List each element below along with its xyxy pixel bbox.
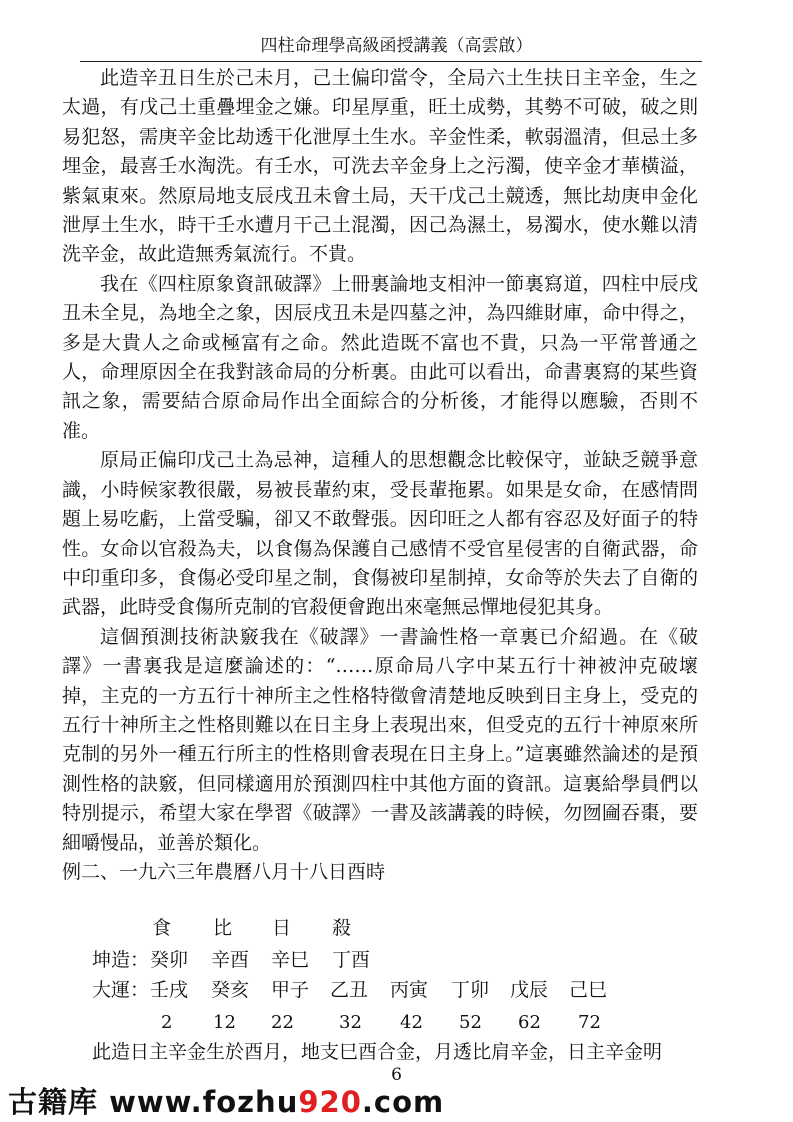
god-hour: 殺 bbox=[332, 917, 352, 939]
ages-row bbox=[0, 1011, 793, 1035]
age-7: 62 bbox=[518, 1012, 541, 1033]
age-4: 32 bbox=[339, 1012, 362, 1033]
age-1: 2 bbox=[161, 1012, 173, 1033]
dayun-5: 丙寅 bbox=[390, 979, 429, 1001]
paragraph-3: 原局正偏印戊己土為忌神，這種人的思想觀念比較保守，並缺乏競爭意識，小時候家教很嚴，易被長輩約束，受長輩拖累。如果是女命，在感情問題上易吃虧，上當受騙，卻又不敢聲張。因印旺之人都有容忍及好面子的特性。女命以官殺為夫，以食傷為保護自己感情不受官星侵害的自衛武器，命中印重印多，食傷必受印星之制，食傷被印星制掉，女命等於失去了自衛的武器，此時受食傷所克制的官殺便會跑出來毫無忌憚地侵犯其身。 bbox=[62, 449, 698, 619]
kunzao-label: 坤造： bbox=[92, 949, 150, 971]
page-header: 四柱命理學高級函授講義（高雲啟） bbox=[260, 36, 533, 56]
dayun-label: 大運： bbox=[92, 979, 150, 1001]
pillar-hour: 丁酉 bbox=[332, 949, 371, 971]
dayun-2: 癸亥 bbox=[211, 979, 250, 1001]
site-watermark bbox=[8, 1080, 444, 1121]
dayun-4: 乙丑 bbox=[330, 979, 369, 1001]
last-line bbox=[92, 1040, 702, 1066]
watermark-text-3: .com bbox=[361, 1085, 445, 1119]
dayun-row bbox=[0, 978, 793, 1002]
pillar-year: 癸卯 bbox=[150, 949, 189, 971]
pillar-day: 辛巳 bbox=[271, 949, 310, 971]
age-3: 22 bbox=[271, 1012, 294, 1033]
god-day: 日 bbox=[272, 917, 292, 939]
pillars-row bbox=[0, 948, 793, 972]
header-rule bbox=[80, 61, 702, 62]
page-number: 6 bbox=[391, 1065, 402, 1085]
dayun-6: 丁卯 bbox=[451, 979, 490, 1001]
god-month: 比 bbox=[213, 917, 233, 939]
age-8: 72 bbox=[578, 1012, 601, 1033]
body-text bbox=[62, 64, 698, 887]
paragraph-2: 我在《四柱原象資訊破譯》上冊裏論地支相沖一節裏寫道，四柱中辰戌丑未全見，為地全之象，因辰戌丑未是四墓之沖，為四維財庫，命中得之，多是大貴人之命或極富有之命。然此造既不富也不貴，只為一平常普通之人，命理原因全在我對該命局的分析裏。由此可以看出，命書裏寫的某些資訊之象，需要結合原命局作出全面綜合的分析後，才能得以應驗，否則不准。 bbox=[62, 272, 698, 442]
pillar-month: 辛酉 bbox=[211, 949, 250, 971]
age-2: 12 bbox=[213, 1012, 236, 1033]
dayun-7: 戊辰 bbox=[510, 979, 549, 1001]
age-5: 42 bbox=[400, 1012, 423, 1033]
god-year: 食 bbox=[152, 917, 172, 939]
last-line-text: 此造日主辛金生於酉月，地支巳酉合金，月透比肩辛金，日主辛金明 bbox=[92, 1041, 663, 1063]
paragraph-4: 這個預測技術訣竅我在《破譯》一書論性格一章裏已介紹過。在《破譯》一書裏我是這麼論述的：“……原命局八字中某五行十神被沖克破壞掉，主克的一方五行十神所主之性格特徵會清楚地反映到日主身上，受克的五行十神所主之性格則難以在日主身上表現出來，但受克的五行十神原來所克制的另外一種五行所主的性格則會表現在日主身上。”這裏雖然論述的是預測性格的訣竅，但同樣適用於預測四柱中其他方面的資訊。這裏給學員們以特別提示，希望大家在學習《破譯》一書及該講義的時候，勿囫圇吞棗，要細嚼慢品，並善於類化。 bbox=[62, 625, 698, 854]
dayun-1: 壬戌 bbox=[150, 979, 189, 1001]
watermark-text-1: 古籍库 www.fozhu bbox=[8, 1085, 299, 1119]
dayun-8: 己巳 bbox=[569, 979, 608, 1001]
age-6: 52 bbox=[459, 1012, 482, 1033]
ten-gods-row bbox=[0, 916, 793, 940]
paragraph-1: 此造辛丑日生於己未月，己土偏印當令，全局六土生扶日主辛金，生之太過，有戊己土重疊埋金之嫌。印星厚重，旺土成勢，其勢不可破，破之則易犯怒，需庚辛金比劫透干化泄厚土生水。辛金性柔，軟弱溫清，但忌土多埋金，最喜壬水淘洗。有壬水，可洗去辛金身上之污濁，使辛金才華橫溢，紫氣東來。然原局地支辰戌丑未會土局，天干戊己土競透，無比劫庚申金化泄厚土生水，時干壬水遭月干己土混濁，因己為濕土，易濁水，使水難以清洗辛金，故此造無秀氣流行。不貴。 bbox=[62, 67, 698, 266]
example-title: 例二、一九六三年農曆八月十八日酉時 bbox=[62, 860, 386, 883]
dayun-3: 甲子 bbox=[271, 979, 310, 1001]
watermark-text-2: 920 bbox=[298, 1085, 362, 1119]
